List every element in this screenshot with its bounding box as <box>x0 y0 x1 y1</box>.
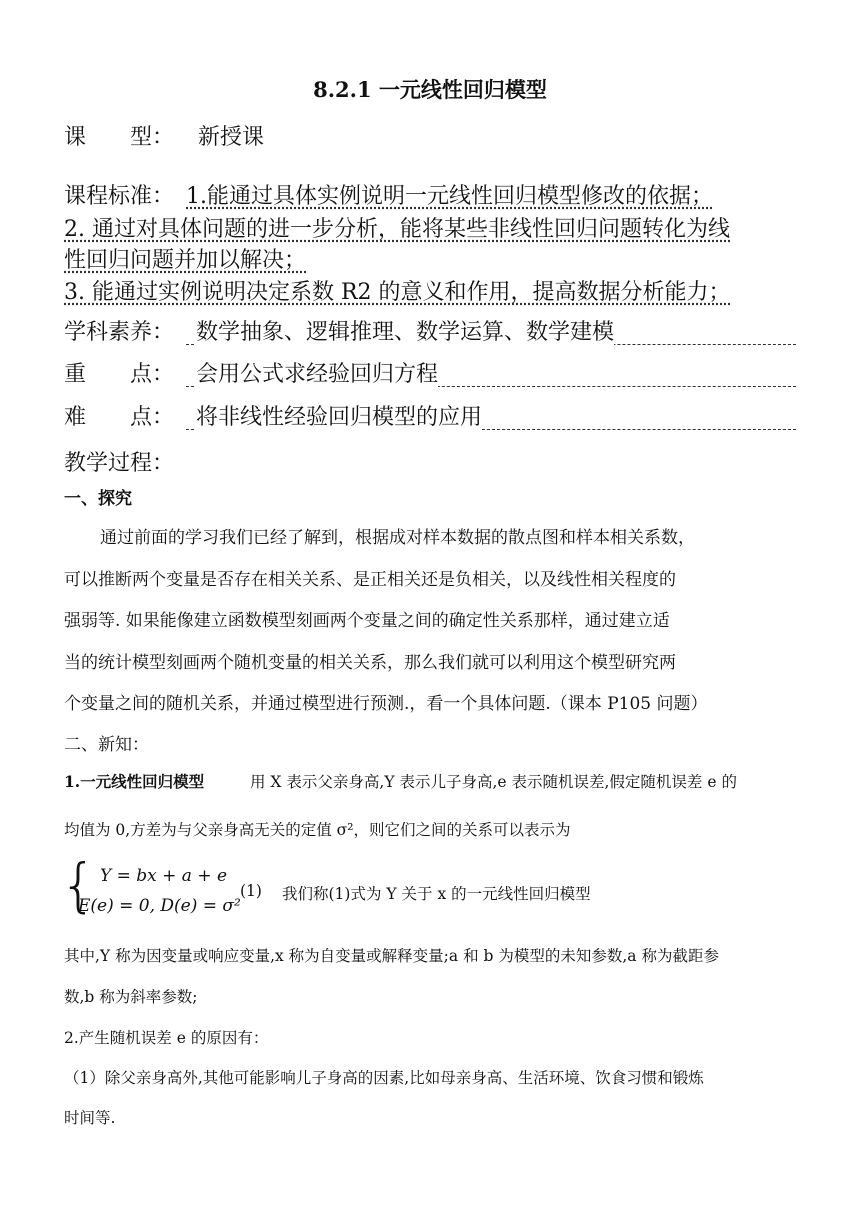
standards-line-2: 2. 通过对具体问题的进一步分析，能将某些非线性回归问题转化为线 <box>64 217 730 242</box>
lesson-type-label: 课 型： <box>64 125 175 150</box>
literacy-label: 学科素养： <box>64 320 175 345</box>
difficulty-value: 将非线性经验回归模型的应用 <box>196 400 482 431</box>
error-cause-line-1: （1）除父亲身高外,其他可能影响儿子身高的因素,比如母亲身高、生活环境、饮食习惯和锻炼 <box>64 1069 704 1087</box>
paragraph-line: 强弱等. 如果能像建立函数模型刻画两个变量之间的确定性关系那样，通过建立适 <box>64 611 670 631</box>
equation-brace: { <box>60 851 97 919</box>
model-title: 1.一元线性回归模型 <box>64 772 205 791</box>
equation-description: 我们称(1)式为 Y 关于 x 的一元线性回归模型 <box>282 885 591 903</box>
equation-tag: (1) <box>240 882 262 900</box>
section-heading-explore: 一、探究 <box>64 489 132 509</box>
difficulty-label: 难 点： <box>64 405 175 430</box>
standards-line-4: 3. 能通过实例说明决定系数 R2 的意义和作用，提高数据分析能力； <box>64 280 731 305</box>
teaching-process-label: 教学过程： <box>64 451 175 476</box>
equation-line-2: E(e) = 0, D(e) = σ² <box>78 896 241 916</box>
lesson-type-value: 新授课 <box>198 125 265 150</box>
literacy-value: 数学抽象、逻辑推理、数学运算、数学建模 <box>196 315 614 346</box>
paragraph-line: 可以推断两个变量是否存在相关关系、是正相关还是负相关，以及线性相关程度的 <box>64 570 676 590</box>
error-causes-title: 2.产生随机误差 e 的原因有： <box>64 1029 269 1047</box>
model-desc-line-1: 用 X 表示父亲身高,Y 表示儿子身高,e 表示随机误差,假定随机误差 e 的 <box>250 773 737 791</box>
standards-label: 课程标准： <box>64 184 175 209</box>
model-desc-line-2: 均值为 0,方差为与父亲身高无关的定值 σ²，则它们之间的关系可以表示为 <box>64 821 571 839</box>
paragraph-line: 通过前面的学习我们已经了解到，根据成对样本数据的散点图和样本相关系数， <box>100 528 695 548</box>
standards-line-3: 性回归问题并加以解决； <box>64 248 307 273</box>
error-cause-line-2: 时间等. <box>64 1109 116 1127</box>
key-point-label: 重 点： <box>64 362 175 387</box>
equation-line-1: Y = bx + a + e <box>100 866 228 886</box>
key-point-value: 会用公式求经验回归方程 <box>196 357 438 388</box>
model-note-line-1: 其中,Y 称为因变量或响应变量,x 称为自变量或解释变量;a 和 b 为模型的未知参数,a 称为截距参 <box>64 947 719 965</box>
section-heading-new-knowledge: 二、新知： <box>64 735 149 755</box>
standards-line-1: 1.能通过具体实例说明一元线性回归模型修改的依据； <box>186 184 713 209</box>
model-note-line-2: 数,b 称为斜率参数; <box>64 988 198 1006</box>
paragraph-line: 个变量之间的随机关系，并通过模型进行预测.，看一个具体问题.（课本 P105 问题） <box>64 694 708 714</box>
paragraph-line: 当的统计模型刻画两个随机变量的相关关系，那么我们就可以利用这个模型研究两 <box>64 653 676 673</box>
document-title: 8.2.1 一元线性回归模型 <box>313 77 547 102</box>
